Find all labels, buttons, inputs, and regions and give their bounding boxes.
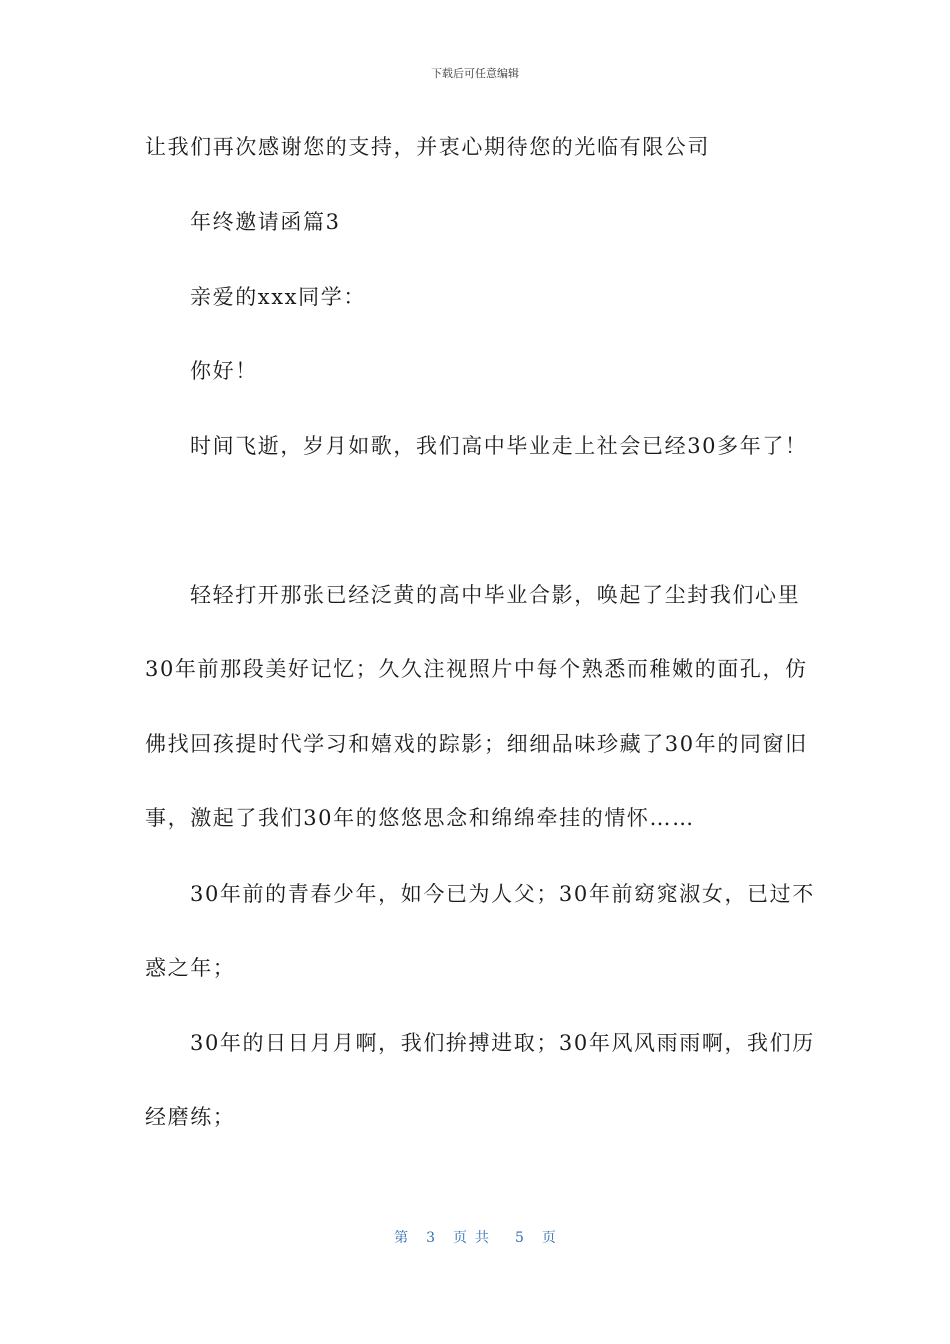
paragraph-2-line-1: 轻轻打开那张已经泛黄的高中毕业合影，唤起了尘封我们心里 — [190, 583, 801, 607]
salutation: 亲爱的xxx同学： — [190, 285, 366, 309]
paragraph-3-line-1: 30年前的青春少年，如今已为人父；30年前窈窕淑女，已过不 — [190, 882, 815, 906]
closing-line: 让我们再次感谢您的支持，并衷心期待您的光临有限公司 — [145, 135, 710, 159]
footer-total-pages: 5 — [515, 1230, 524, 1246]
footer-page-number: 3 — [426, 1230, 435, 1246]
paragraph-2-line-4: 事，激起了我们30年的悠悠思念和绵绵牵挂的情怀…… — [145, 806, 695, 830]
section-title: 年终邀请函篇3 — [190, 210, 341, 234]
paragraph-1: 时间飞逝，岁月如歌，我们高中毕业走上社会已经30多年了！ — [190, 434, 808, 458]
page-header: 下载后可任意编辑 — [431, 67, 519, 80]
paragraph-4-line-2: 经磨练； — [145, 1105, 236, 1129]
footer-prefix: 第 — [394, 1230, 409, 1246]
paragraph-3-line-2: 惑之年； — [145, 956, 236, 980]
page-footer — [0, 1229, 950, 1247]
paragraph-2-line-2: 30年前那段美好记忆；久久注视照片中每个熟悉而稚嫩的面孔，仿 — [145, 657, 808, 681]
footer-suffix: 页 — [541, 1230, 556, 1246]
paragraph-2-line-3: 佛找回孩提时代学习和嬉戏的踪影；细细品味珍藏了30年的同窗旧 — [145, 732, 808, 756]
greeting: 你好！ — [190, 359, 258, 383]
footer-middle: 页共 — [453, 1230, 497, 1246]
paragraph-4-line-1: 30年的日日月月啊，我们拚搏进取；30年风风雨雨啊，我们历 — [190, 1031, 815, 1055]
